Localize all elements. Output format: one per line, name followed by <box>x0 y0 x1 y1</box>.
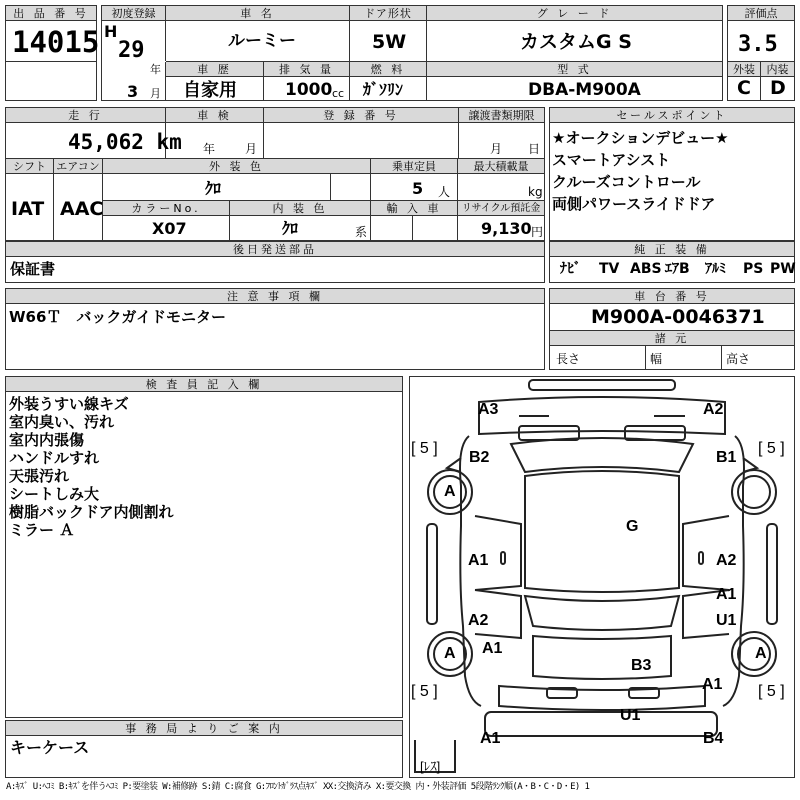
divider <box>426 6 427 61</box>
divider <box>349 62 350 100</box>
shift: IAT <box>11 198 45 220</box>
damage-mark: B3 <box>631 657 652 674</box>
score: 3.5 <box>738 32 778 57</box>
divider <box>349 6 350 61</box>
divider <box>263 108 264 158</box>
divider <box>458 108 459 158</box>
inspector-note: ミラー Ａ <box>9 521 75 539</box>
sales-points-header: セールスポイント <box>550 108 794 123</box>
year-unit: 年 <box>150 63 161 76</box>
damage-mark: A <box>444 483 456 500</box>
history: 自家用 <box>183 80 237 101</box>
divider <box>760 62 761 100</box>
color-no-header: カラーNo. <box>103 201 229 216</box>
damage-mark: A <box>755 645 767 662</box>
chassis-number: M900A-0046371 <box>591 306 765 328</box>
inspector-note: 天張汚れ <box>9 467 70 485</box>
month-unit: 月 <box>150 87 161 100</box>
inspector-note: ハンドルすれ <box>9 449 100 467</box>
legend: A:ｷｽﾞ U:ﾍｺﾐ B:ｷｽﾞを伴うﾍｺﾐ P:要塗装 W:補修跡 S:錆 C:腐食 G:ﾌﾛﾝﾄｶﾞﾗｽ点ｷｽﾞ XX:交換済み X:要交換 内・外装評価 5段階ﾗﾝｸ順(A・B・C・D・E) 1 <box>6 782 590 792</box>
inspection-header: 車 検 <box>166 108 263 123</box>
divider <box>721 346 722 369</box>
equipment-item: ｴｱB <box>665 261 690 277</box>
damage-mark: A <box>444 645 456 662</box>
recycle-unit: 円 <box>531 225 544 239</box>
model: DBA-M900A <box>528 80 641 100</box>
tire-tread-front-right: [ 5 ] <box>758 440 785 457</box>
equipment-item: ｱﾙﾐ <box>705 261 726 277</box>
equipment-header: 純 正 装 備 <box>550 242 794 257</box>
transfer-day: 日 <box>528 142 541 156</box>
caution-header: 注 意 事 項 欄 <box>6 289 544 304</box>
grade: カスタムG S <box>520 31 632 53</box>
damage-mark: A1 <box>702 676 723 693</box>
damage-mark: B1 <box>716 449 737 466</box>
transfer-header: 譲渡書類期限 <box>459 108 544 123</box>
length-label: 長さ <box>556 352 581 366</box>
capacity: 5 <box>412 179 424 198</box>
spare-tire-label: [ﾚｽ] <box>420 759 441 774</box>
sales-point-item: ★オークションデビュー★ <box>552 129 729 147</box>
inspector-note: 室内内張傷 <box>9 431 85 449</box>
damage-mark: A1 <box>482 640 503 657</box>
door-type: 5W <box>372 31 407 53</box>
first-reg-header: 初度登録 <box>102 6 165 21</box>
height-label: 高さ <box>726 352 751 366</box>
score-header: 評価点 <box>728 6 794 21</box>
reg-year: 29 <box>118 38 145 63</box>
inspector-note: 外装うすい線キズ <box>9 395 129 413</box>
int-score: D <box>770 77 786 99</box>
ac: AAC <box>60 198 104 220</box>
accessories-value: 保証書 <box>10 260 56 278</box>
damage-mark: A2 <box>716 552 737 569</box>
color: ｸﾛ <box>205 179 222 198</box>
divider <box>165 6 166 61</box>
interior-unit: 系 <box>355 225 368 239</box>
history-header: 車 歴 <box>166 62 263 77</box>
divider <box>645 346 646 369</box>
damage-mark: B2 <box>469 449 490 466</box>
sales-point-item: スマートアシスト <box>552 151 671 169</box>
fuel: ｶﾞｿﾘﾝ <box>363 80 404 99</box>
car-name: ルーミー <box>228 31 296 51</box>
divider <box>165 62 166 100</box>
damage-mark: G <box>626 518 639 535</box>
tire-tread-rear-left: [ 5 ] <box>411 683 438 700</box>
ext-header: 外装 <box>728 62 760 77</box>
inspection-year: 年 <box>203 142 216 156</box>
ext-score: C <box>737 77 751 99</box>
capacity-header: 乗車定員 <box>371 159 457 174</box>
chassis-header: 車 台 番 号 <box>550 289 794 304</box>
damage-mark: U1 <box>716 612 737 629</box>
damage-mark: B4 <box>703 730 724 747</box>
damage-mark: A1 <box>716 586 737 603</box>
ac-header: エアコン <box>54 159 102 174</box>
interior-header: 内 装 色 <box>230 201 370 216</box>
door-header: ドア形状 <box>350 6 426 21</box>
load-unit: kg <box>528 185 543 199</box>
inspector-header: 検 査 員 記 入 欄 <box>6 377 402 392</box>
color-header: 外 装 色 <box>103 159 370 174</box>
equipment-item: ABS <box>630 261 662 277</box>
era-letter: H <box>104 22 118 41</box>
interior: ｸﾛ <box>282 219 299 238</box>
divider <box>330 174 331 200</box>
details-box <box>5 107 545 241</box>
divider <box>263 62 264 100</box>
displacement-unit: cc <box>332 87 345 100</box>
color-no: X07 <box>152 219 187 238</box>
office-value: キーケース <box>10 738 90 757</box>
spec-header: 諸 元 <box>550 331 794 346</box>
reg-no-header: 登 録 番 号 <box>264 108 458 123</box>
equipment-item: ﾅﾋﾞ <box>560 261 581 277</box>
fuel-header: 燃 料 <box>350 62 426 77</box>
divider <box>6 61 96 62</box>
displacement: 1000 <box>285 80 333 100</box>
car-diagram <box>409 376 795 778</box>
damage-mark: A2 <box>703 401 724 418</box>
shift-header: シフト <box>6 159 53 174</box>
mileage: 45,062 km <box>68 130 182 154</box>
inspector-note: 樹脂バックドア内側割れ <box>9 503 174 521</box>
tire-tread-front-left: [ 5 ] <box>411 440 438 457</box>
grade-header: グ レ ー ド <box>427 6 722 21</box>
load-header: 最大積載量 <box>458 159 544 174</box>
lot-number-header: 出 品 番 号 <box>6 6 96 21</box>
divider <box>412 216 413 240</box>
divider <box>426 62 427 100</box>
import-header: 輸 入 車 <box>371 201 457 216</box>
divider <box>53 159 54 240</box>
damage-mark: A2 <box>468 612 489 629</box>
sales-point-item: 両側パワースライドドア <box>552 195 716 213</box>
damage-mark: A1 <box>468 552 489 569</box>
int-header: 内装 <box>761 62 794 77</box>
width-label: 幅 <box>650 352 663 366</box>
caution-value: W66Ｔ バックガイドモニター <box>9 308 226 326</box>
sales-point-item: クルーズコントロール <box>552 173 701 191</box>
lot-number: 14015 <box>12 25 100 59</box>
accessories-header: 後日発送部品 <box>6 242 544 257</box>
damage-mark: A3 <box>478 401 499 418</box>
inspector-note: シートしみ大 <box>9 485 100 503</box>
recycle: 9,130 <box>481 219 532 238</box>
tire-tread-rear-right: [ 5 ] <box>758 683 785 700</box>
inspection-month: 月 <box>245 142 258 156</box>
inspector-note: 室内臭い、汚れ <box>9 413 115 431</box>
office-header: 事 務 局 よ り ご 案 内 <box>6 721 402 736</box>
equipment-item: PS <box>743 261 764 277</box>
capacity-unit: 人 <box>438 185 451 199</box>
transfer-month: 月 <box>490 142 503 156</box>
car-name-header: 車 名 <box>166 6 349 21</box>
displacement-header: 排 気 量 <box>264 62 349 77</box>
damage-mark: A1 <box>480 730 501 747</box>
divider <box>229 201 230 240</box>
damage-mark: U1 <box>620 707 641 724</box>
equipment-item: TV <box>599 261 620 277</box>
equipment-item: PW <box>770 261 796 277</box>
recycle-header: リサイクル預託金 <box>458 201 544 216</box>
model-header: 型 式 <box>427 62 722 77</box>
mileage-header: 走 行 <box>6 108 165 123</box>
reg-month: 3 <box>127 82 139 101</box>
